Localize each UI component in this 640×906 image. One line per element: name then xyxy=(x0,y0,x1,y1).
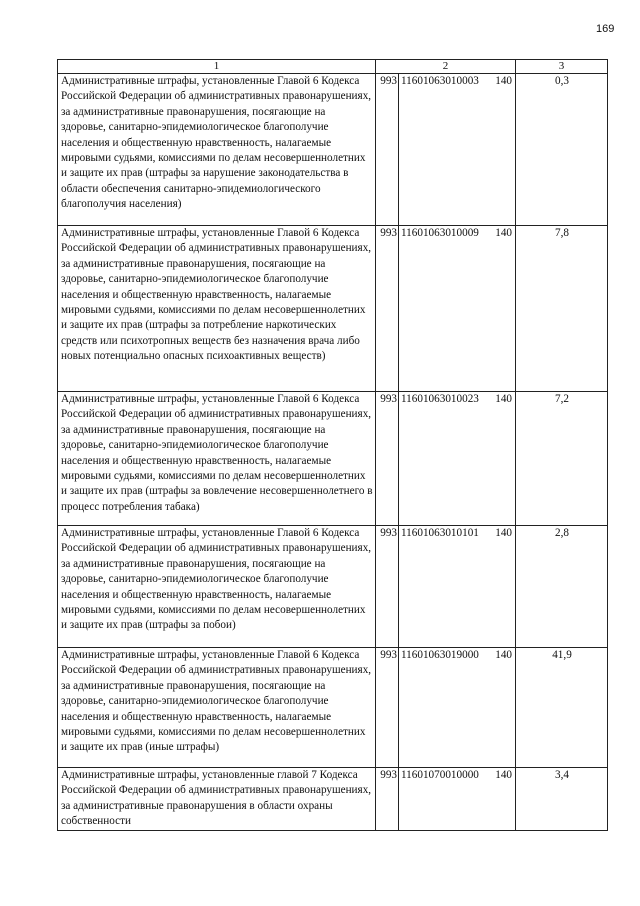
row-kosgu: 140 xyxy=(495,649,512,661)
row-kosgu: 140 xyxy=(495,75,512,87)
row-kosgu: 140 xyxy=(495,227,512,239)
row-amount: 3,4 xyxy=(516,768,608,831)
row-budget-code: 11601063010101 xyxy=(401,527,479,539)
row-admin-code: 993 xyxy=(376,74,399,226)
table-row xyxy=(58,392,608,526)
row-budget-code: 11601063010009 xyxy=(401,227,479,239)
row-budget-code-cell xyxy=(399,226,516,392)
row-admin-code: 993 xyxy=(376,768,399,831)
row-budget-code: 11601070010000 xyxy=(401,769,479,781)
table-header-row xyxy=(58,60,608,74)
table-row xyxy=(58,226,608,392)
column-header-3: 3 xyxy=(516,60,608,74)
row-description: Административные штрафы, установленные Главой 6 Кодекса Российской Федерации об административных правонарушениях, за административные правонарушения, посягающие на здоровье, санитарно-эпидемиологическое благополучие населения и общественную нравственность, налагаемые мировыми судьями, комиссиями по делам несовершеннолетних и защите их прав (штрафы за потребление наркотических средств или психотропных веществ без назначения врача либо новых потенциально опасных психоактивных веществ) xyxy=(58,226,376,392)
table-row xyxy=(58,768,608,831)
row-description: Административные штрафы, установленные Главой 6 Кодекса Российской Федерации об административных правонарушениях, за административные правонарушения, посягающие на здоровье, санитарно-эпидемиологическое благополучие населения и общественную нравственность, налагаемые мировыми судьями, комиссиями по делам несовершеннолетних и защите их прав (штрафы за побои) xyxy=(58,526,376,648)
row-budget-code-cell xyxy=(399,392,516,526)
row-admin-code: 993 xyxy=(376,526,399,648)
row-amount: 0,3 xyxy=(516,74,608,226)
column-header-1: 1 xyxy=(58,60,376,74)
page-number: 169 xyxy=(596,23,615,35)
row-description: Административные штрафы, установленные Главой 6 Кодекса Российской Федерации об административных правонарушениях, за административные правонарушения, посягающие на здоровье, санитарно-эпидемиологическое благополучие населения и общественную нравственность, налагаемые мировыми судьями, комиссиями по делам несовершеннолетних и защите их прав (штрафы за нарушение законодательства в области обеспечения санитарно-эпидемиологического благополучия населения) xyxy=(58,74,376,226)
row-admin-code: 993 xyxy=(376,392,399,526)
row-amount: 2,8 xyxy=(516,526,608,648)
row-description: Административные штрафы, установленные Главой 6 Кодекса Российской Федерации об административных правонарушениях, за административные правонарушения, посягающие на здоровье, санитарно-эпидемиологическое благополучие населения и общественную нравственность, налагаемые мировыми судьями, комиссиями по делам несовершеннолетних и защите их прав (штрафы за вовлечение несовершеннолетнего в процесс потребления табака) xyxy=(58,392,376,526)
table-row xyxy=(58,648,608,768)
row-budget-code-cell xyxy=(399,74,516,226)
row-admin-code: 993 xyxy=(376,226,399,392)
row-budget-code: 11601063010003 xyxy=(401,75,479,87)
table-row xyxy=(58,526,608,648)
row-amount: 41,9 xyxy=(516,648,608,768)
row-description: Административные штрафы, установленные Главой 6 Кодекса Российской Федерации об административных правонарушениях, за административные правонарушения, посягающие на здоровье, санитарно-эпидемиологическое благополучие населения и общественную нравственность, налагаемые мировыми судьями, комиссиями по делам несовершеннолетних и защите их прав (иные штрафы) xyxy=(58,648,376,768)
table-row xyxy=(58,74,608,226)
row-budget-code: 11601063010023 xyxy=(401,393,479,405)
row-amount: 7,8 xyxy=(516,226,608,392)
row-budget-code-cell xyxy=(399,768,516,831)
row-amount: 7,2 xyxy=(516,392,608,526)
row-kosgu: 140 xyxy=(495,769,512,781)
row-admin-code: 993 xyxy=(376,648,399,768)
column-header-2: 2 xyxy=(376,60,516,74)
row-kosgu: 140 xyxy=(495,527,512,539)
row-kosgu: 140 xyxy=(495,393,512,405)
row-budget-code-cell xyxy=(399,526,516,648)
row-budget-code-cell xyxy=(399,648,516,768)
row-description: Административные штрафы, установленные главой 7 Кодекса Российской Федерации об административных правонарушениях, за административные правонарушения в области охраны собственности xyxy=(58,768,376,831)
budget-table xyxy=(57,59,608,831)
row-budget-code: 11601063019000 xyxy=(401,649,479,661)
